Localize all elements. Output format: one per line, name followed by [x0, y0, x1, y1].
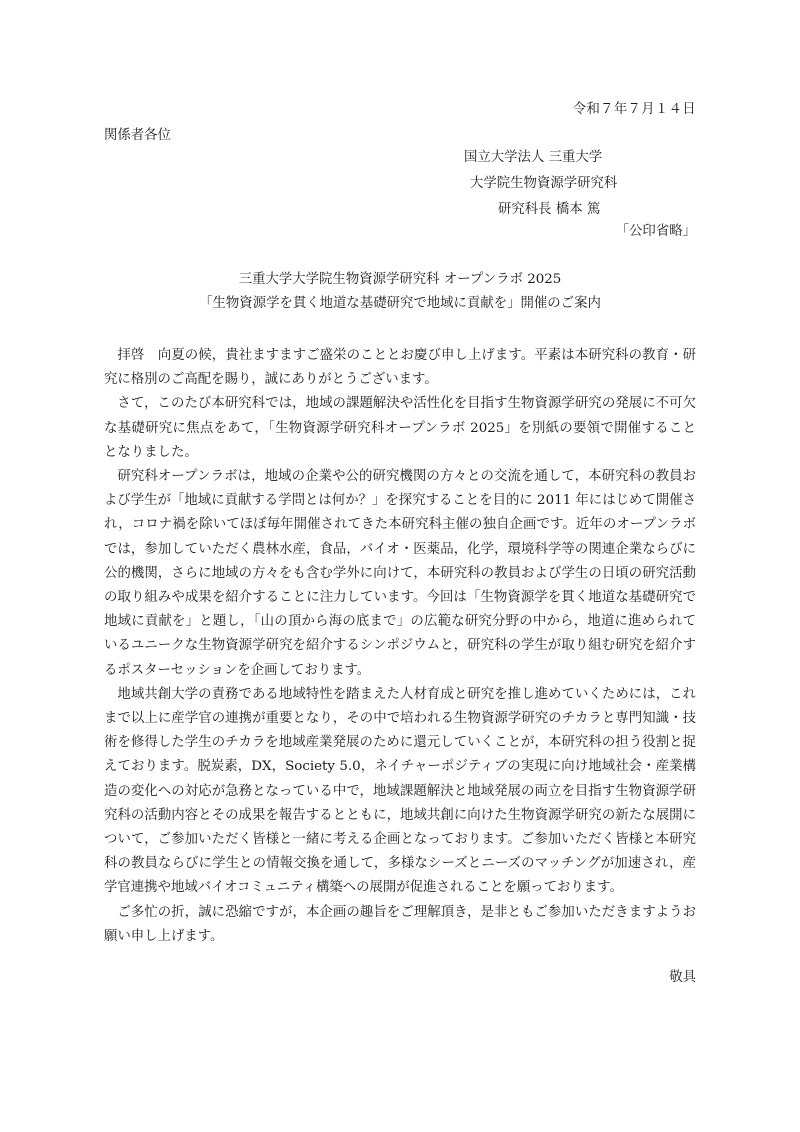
title-line-1: 三重大学大学院生物資源学研究科 オープンラボ 2025: [238, 272, 562, 287]
letter-date: 令和７年７月１４日: [572, 102, 696, 117]
title-line-2: 「生物資源学を貫く地道な基礎研究で地域に貢献を」開催のご案内: [199, 296, 601, 311]
closing-remark: 敬具: [669, 970, 696, 985]
body-paragraph: 研究科オープンラボは，地域の企業や公的研究機関の方々との交流を通して，本研究科の教員および学生が「地域に貢献する学問とは何か？」を探究することを目的に 2011 年にはじめて開催され，コロナ禍を除いてほぼ毎年開催されてきた本研究科主催の独自企画です。近年のオープンラボでは，参加していただく農林水産，食品，バイオ・医薬品，化学，環境科学等の関連企業ならびに公的機関，さらに地域の方々をも含む学外に向けて，本研究科の教員および学生の日頃の研究活動の取り組みや成果を紹介することに注力しています。今回は「生物資源学を貫く地道な基礎研究で地域に貢献を」と題し，「山の頂から海の底まで」の広範な研究分野の中から，地道に進められているユニークな生物資源学研究を紹介するシンポジウムと，研究科の学生が取り組む研究を紹介するポスターセッションを企画しております。: [104, 469, 696, 678]
recipient: 関係者各位: [104, 128, 171, 143]
sender-block: [376, 146, 696, 246]
letter-body: [104, 344, 696, 949]
body-paragraph: 拝啓 向夏の候，貴社ますますご盛栄のこととお慶び申し上げます。平素は本研究科の教育・研究に格別のご高配を賜り，誠にありがとうございます。: [104, 348, 696, 388]
body-paragraph: ご多忙の折，誠に恐縮ですが，本企画の趣旨をご理解頂き，是非ともご参加いただきますようお願い申し上げます。: [104, 904, 696, 944]
seal-omitted-note: 「公印省略」: [615, 224, 696, 239]
document-title: [104, 268, 696, 316]
sender-head: 研究科長 橋本 篤: [498, 202, 601, 217]
body-paragraph: さて，このたび本研究科では，地域の課題解決や活性化を目指す生物資源学研究の発展に不可欠な基礎研究に焦点をあて，「生物資源学研究科オープンラボ 2025」を別紙の要領で開催することとなりました。: [104, 396, 696, 460]
body-paragraph: 地域共創大学の責務である地域特性を踏まえた人材育成と研究を推し進めていくためには，これまで以上に産学官の連携が重要となり，その中で培われる生物資源学研究のチカラと専門知識・技術を修得した学生のチカラを地域産業発展のために還元していくことが，本研究科の担う役割と捉えております。脱炭素，DX，Society 5.0，ネイチャーポジティブの実現に向け地域社会・産業構造の変化への対応が急務となっている中で，地域課題解決と地域発展の両立を目指す生物資源学研究科の活動内容とその成果を報告するとともに，地域共創に向けた生物資源学研究の新たな展開について，ご参加いただく皆様と一緒に考える企画となっております。ご参加いただく皆様と本研究科の教員ならびに学生との情報交換を通して，多様なシーズとニーズのマッチングが加速され，産学官連携や地域バイオコミュニティ構築への展開が促進されることを願っております。: [104, 686, 696, 896]
sender-department: 大学院生物資源学研究科: [470, 176, 618, 191]
sender-organization: 国立大学法人 三重大学: [464, 150, 603, 165]
